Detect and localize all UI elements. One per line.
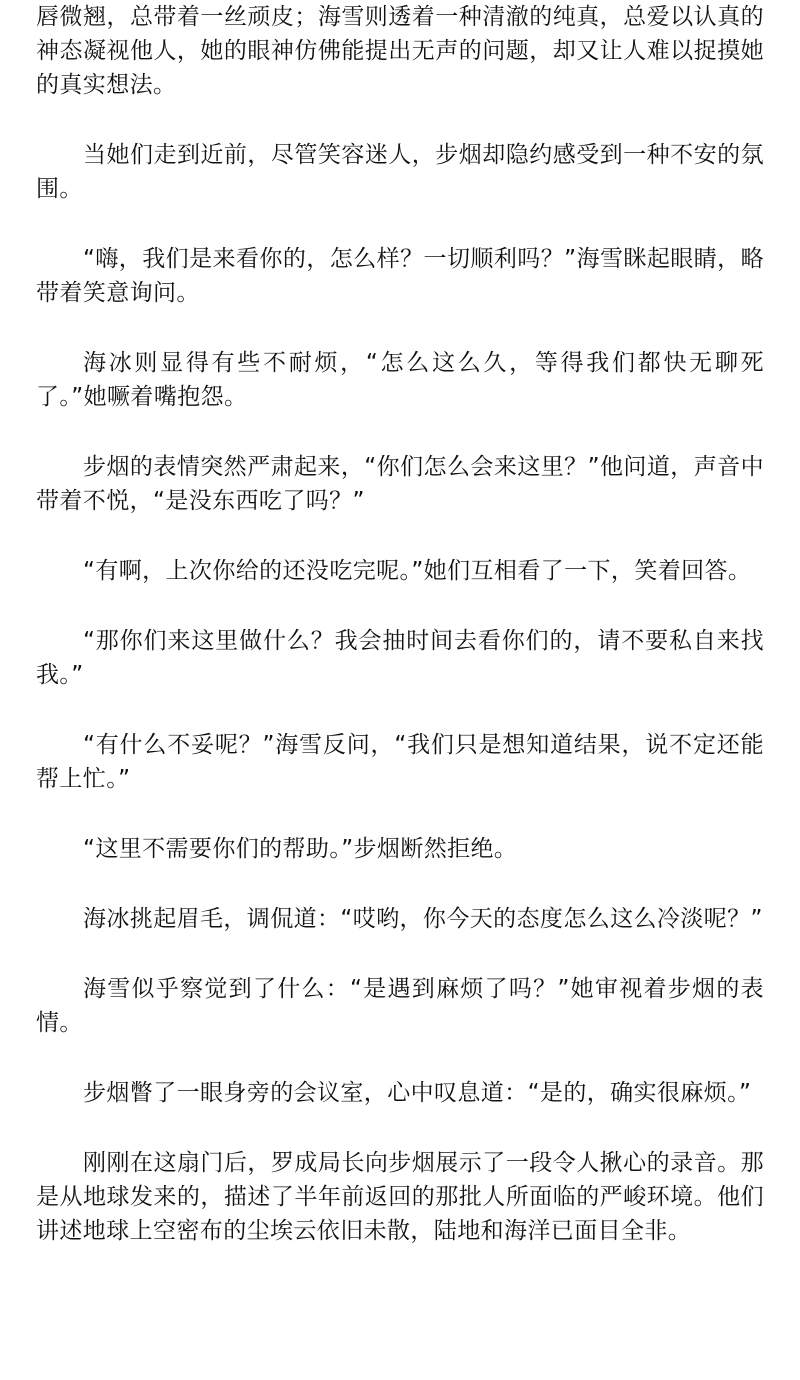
paragraph-5: 步烟的表情突然严肃起来，“你们怎么会来这里？”他问道，声音中带着不悦，“是没东西吃了吗？”: [36, 454, 764, 514]
paragraph-9: “这里不需要你们的帮助。”步烟断然拒绝。: [83, 836, 518, 862]
paragraph-8: “有什么不妥呢？”海雪反问，“我们只是想知道结果，说不定还能帮上忙。”: [36, 732, 764, 792]
paragraph-7: “那你们来这里做什么？我会抽时间去看你们的，请不要私自来找我。”: [36, 628, 764, 688]
paragraph-13: 刚刚在这扇门后，罗成局长向步烟展示了一段令人揪心的录音。那是从地球发来的，描述了半年前返回的那批人所面临的严峻环境。他们讲述地球上空密布的尘埃云依旧未散，陆地和海洋已面目全非。: [36, 1150, 764, 1244]
paragraph-10: 海冰挑起眉毛，调侃道：“哎哟，你今天的态度怎么这么冷淡呢？”: [83, 906, 763, 932]
paragraph-3: “嗨，我们是来看你的，怎么样？一切顺利吗？”海雪眯起眼睛，略带着笑意询问。: [36, 246, 764, 306]
paragraph-6: “有啊，上次你给的还没吃完呢。”她们互相看了一下，笑着回答。: [83, 558, 752, 584]
paragraph-2: 当她们走到近前，尽管笑容迷人，步烟却隐约感受到一种不安的氛围。: [36, 142, 764, 202]
paragraph-1: 唇微翘，总带着一丝顽皮；海雪则透着一种清澈的纯真，总爱以认真的神态凝视他人，她的眼神仿佛能提出无声的问题，却又让人难以捉摸她的真实想法。: [36, 4, 764, 98]
document-page: [36, 0, 764, 1248]
paragraph-4: 海冰则显得有些不耐烦，“怎么这么久，等得我们都快无聊死了。”她噘着嘴抱怨。: [36, 350, 764, 410]
paragraph-11: 海雪似乎察觉到了什么：“是遇到麻烦了吗？”她审视着步烟的表情。: [36, 976, 764, 1036]
paragraph-12: 步烟瞥了一眼身旁的会议室，心中叹息道：“是的，确实很麻烦。”: [83, 1080, 752, 1106]
